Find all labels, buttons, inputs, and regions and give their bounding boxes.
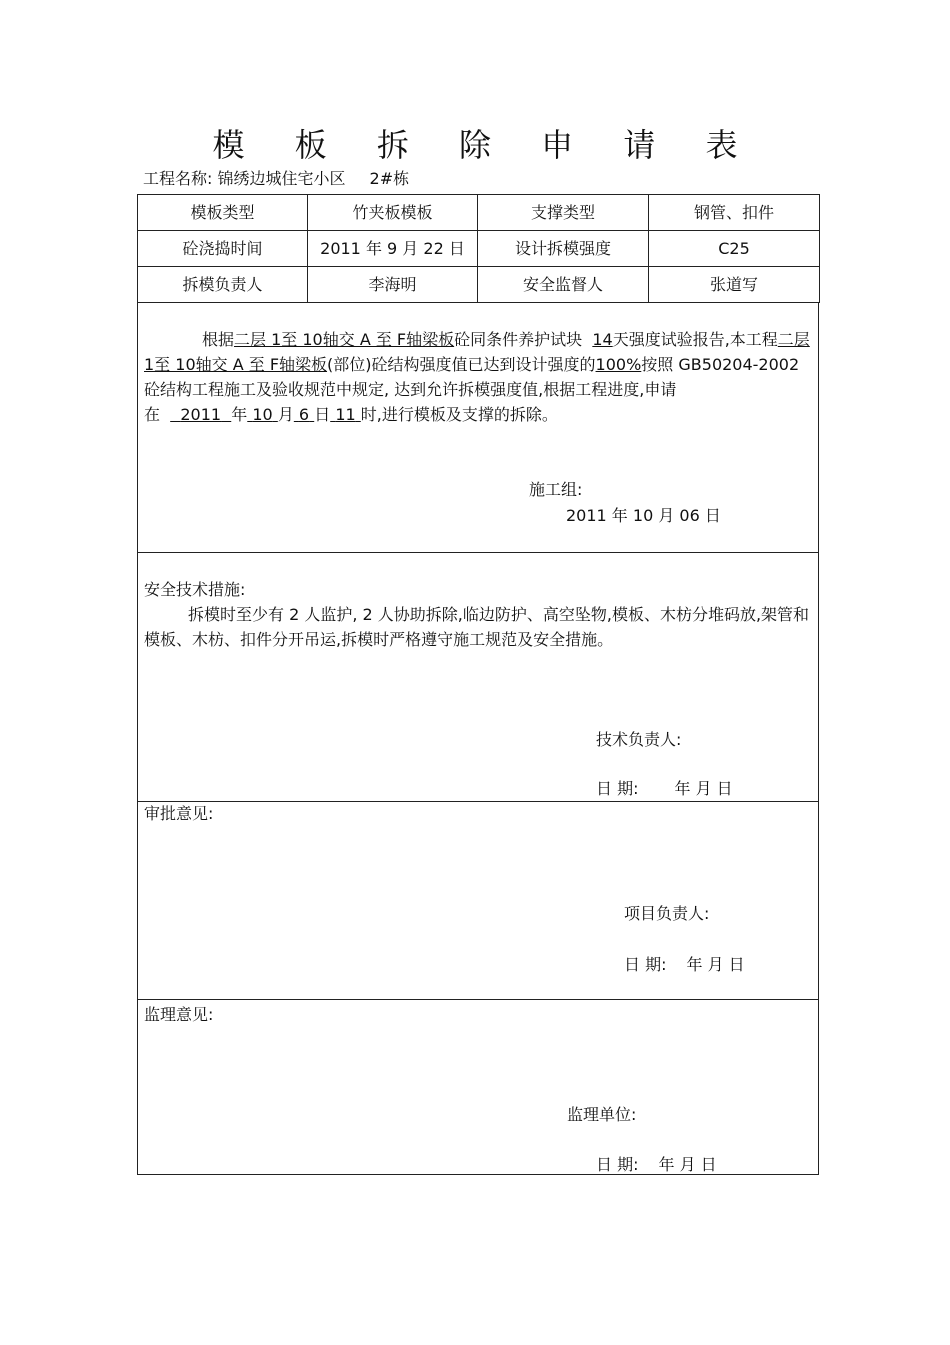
application-text: 根据二层 1至 10轴交 A 至 F轴梁板砼同条件养护试块 14天强度试验报告,本工程二层 1至 10轴交 A 至 F轴梁板(部位)砼结构强度值已达到设计强度的100%按照 GB50204-2002砼结构工程施工及验收规范中规定, 达到允许拆模强度值,根据工程进度,申请在 2011 年 10 月 6 日 11 时,进行模板及支撑的拆除。 <box>144 330 810 424</box>
safety-date-line: 日 期: 年 月 日 <box>596 779 733 798</box>
table-cell: 钢管、扣件 <box>649 195 820 231</box>
table-cell: 李海明 <box>308 267 478 303</box>
project-lead-label: 项目负责人: <box>624 904 710 923</box>
info-table <box>137 194 820 303</box>
days-field: 14 <box>592 330 613 349</box>
approval-section <box>137 802 819 1000</box>
project-building: 2#栋 <box>369 169 410 188</box>
table-row <box>138 195 820 231</box>
table-cell: C25 <box>649 231 820 267</box>
application-date: 2011 年 10 月 06 日 <box>566 506 721 525</box>
safety-section <box>137 553 819 802</box>
year-field: 2011 <box>180 405 222 424</box>
tech-lead-label: 技术负责人: <box>596 730 682 749</box>
table-cell: 砼浇捣时间 <box>138 231 308 267</box>
project-name: 锦绣边城住宅小区 <box>217 169 346 188</box>
table-cell: 安全监督人 <box>478 267 649 303</box>
safety-text: 拆模时至少有 2 人监护, 2 人协助拆除,临边防护、高空坠物,模板、木枋分堆码放,架管和模板、木枋、扣件分开吊运,拆模时严格遵守施工规范及安全措施。 <box>144 605 810 649</box>
project-name-line <box>143 168 409 190</box>
month-field: 10 <box>252 405 273 424</box>
location-field-2: 二层 1至 10轴交 A 至 F轴梁板 <box>144 330 810 374</box>
table-row <box>138 231 820 267</box>
location-field: 二层 1至 10轴交 A 至 F轴梁板 <box>234 330 455 349</box>
approval-heading: 审批意见: <box>144 804 214 823</box>
day-field: 6 <box>298 405 310 424</box>
supervisor-label: 监理单位: <box>567 1105 637 1124</box>
construction-team-label: 施工组: <box>529 480 583 499</box>
table-row <box>138 267 820 303</box>
percent-field: 100% <box>595 355 642 374</box>
supervision-section <box>137 1000 819 1175</box>
table-cell: 模板类型 <box>138 195 308 231</box>
project-label: 工程名称: <box>143 169 213 188</box>
approval-date-line: 日 期: 年 月 日 <box>624 955 745 974</box>
table-cell: 张道写 <box>649 267 820 303</box>
table-cell: 竹夹板模板 <box>308 195 478 231</box>
safety-heading: 安全技术措施: <box>144 580 246 599</box>
table-cell: 支撑类型 <box>478 195 649 231</box>
table-cell: 2011 年 9 月 22 日 <box>308 231 478 267</box>
hour-field: 11 <box>335 405 356 424</box>
supervision-date-line: 日 期: 年 月 日 <box>596 1155 717 1174</box>
table-cell: 拆模负责人 <box>138 267 308 303</box>
form-title: 模 板 拆 除 申 请 表 <box>212 126 758 164</box>
supervision-heading: 监理意见: <box>144 1005 214 1024</box>
table-cell: 设计拆模强度 <box>478 231 649 267</box>
application-section <box>137 303 819 553</box>
